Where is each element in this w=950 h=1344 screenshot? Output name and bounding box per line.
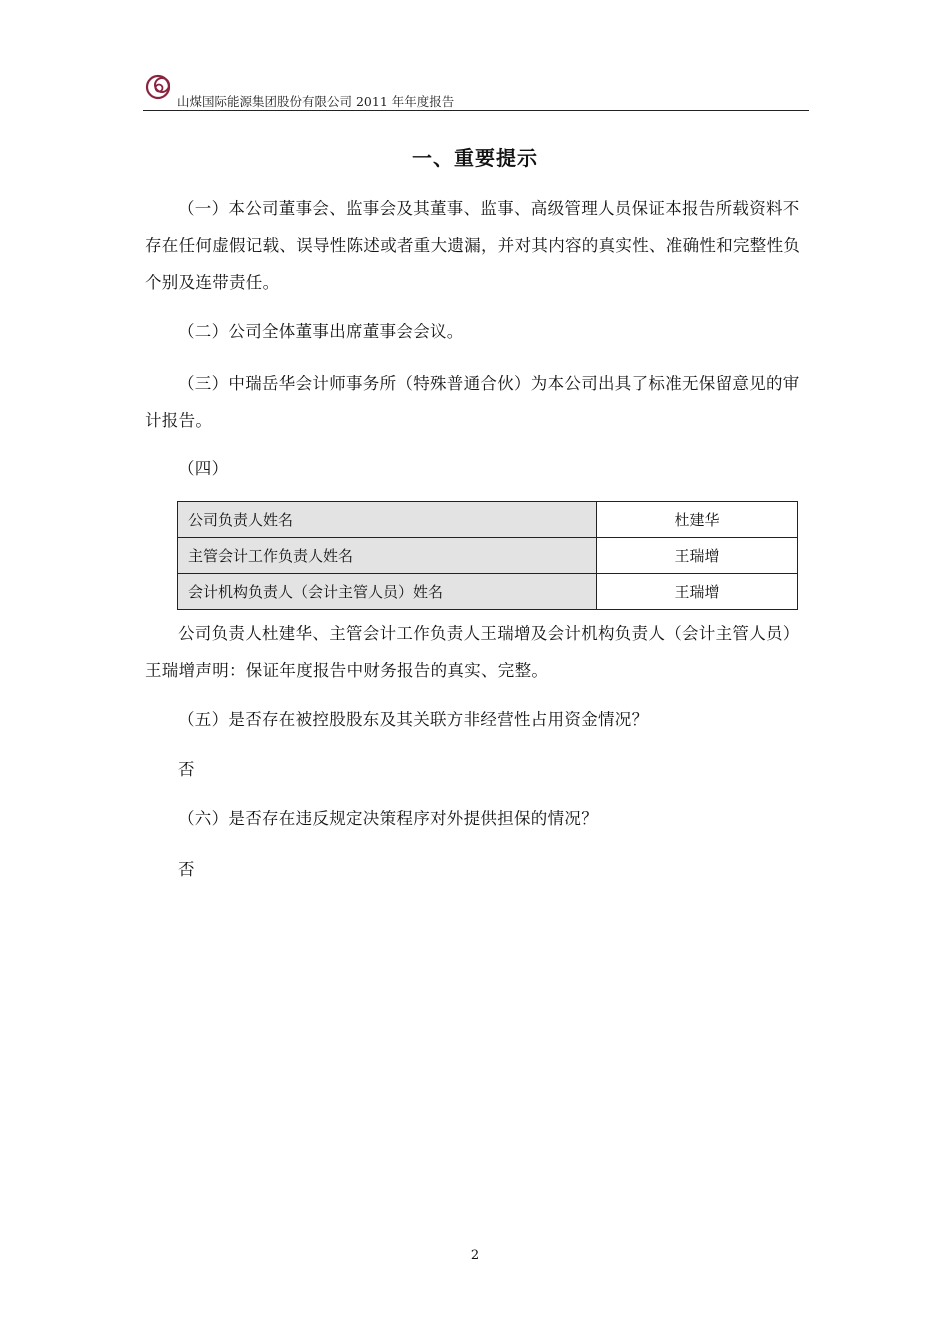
- paragraph-6: （五）是否存在被控股股东及其关联方非经营性占用资金情况？: [178, 710, 649, 729]
- table-cell-label: 会计机构负责人（会计主管人员）姓名: [178, 574, 597, 610]
- paragraph-2: （二）公司全体董事出席董事会会议。: [178, 322, 464, 341]
- paragraph-5: 公司负责人杜建华、主管会计工作负责人王瑞增及会计机构负责人（会计主管人员）王瑞增声明：保证年度报告中财务报告的真实、完整。: [145, 624, 800, 680]
- paragraph-8: （六）是否存在违反规定决策程序对外提供担保的情况？: [178, 809, 598, 828]
- table-cell-label: 公司负责人姓名: [178, 502, 597, 538]
- table-row: [178, 538, 798, 574]
- paragraph-1: （一）本公司董事会、监事会及其董事、监事、高级管理人员保证本报告所载资料不存在任何虚假记载、误导性陈述或者重大遗漏，并对其内容的真实性、准确性和完整性负个别及连带责任。: [145, 199, 801, 292]
- paragraph-3: （三）中瑞岳华会计师事务所（特殊普通合伙）为本公司出具了标准无保留意见的审计报告。: [145, 374, 800, 430]
- table-cell-value: 王瑞增: [597, 538, 798, 574]
- paragraph-7: 否: [178, 760, 195, 779]
- header-title: 山煤国际能源集团股份有限公司 2011 年年度报告: [177, 94, 455, 109]
- table-row: [178, 502, 798, 538]
- paragraph-4: （四）: [178, 459, 229, 478]
- table-cell-value: 王瑞增: [597, 574, 798, 610]
- paragraph-9: 否: [178, 860, 195, 879]
- page-number: 2: [470, 1248, 480, 1263]
- table-cell-value: 杜建华: [597, 502, 798, 538]
- page-title: 一、重要提示: [412, 146, 538, 170]
- page-header: [143, 68, 809, 111]
- company-logo: [145, 72, 175, 102]
- table-row: [178, 574, 798, 610]
- table-cell-label: 主管会计工作负责人姓名: [178, 538, 597, 574]
- responsible-persons-table: [177, 501, 798, 610]
